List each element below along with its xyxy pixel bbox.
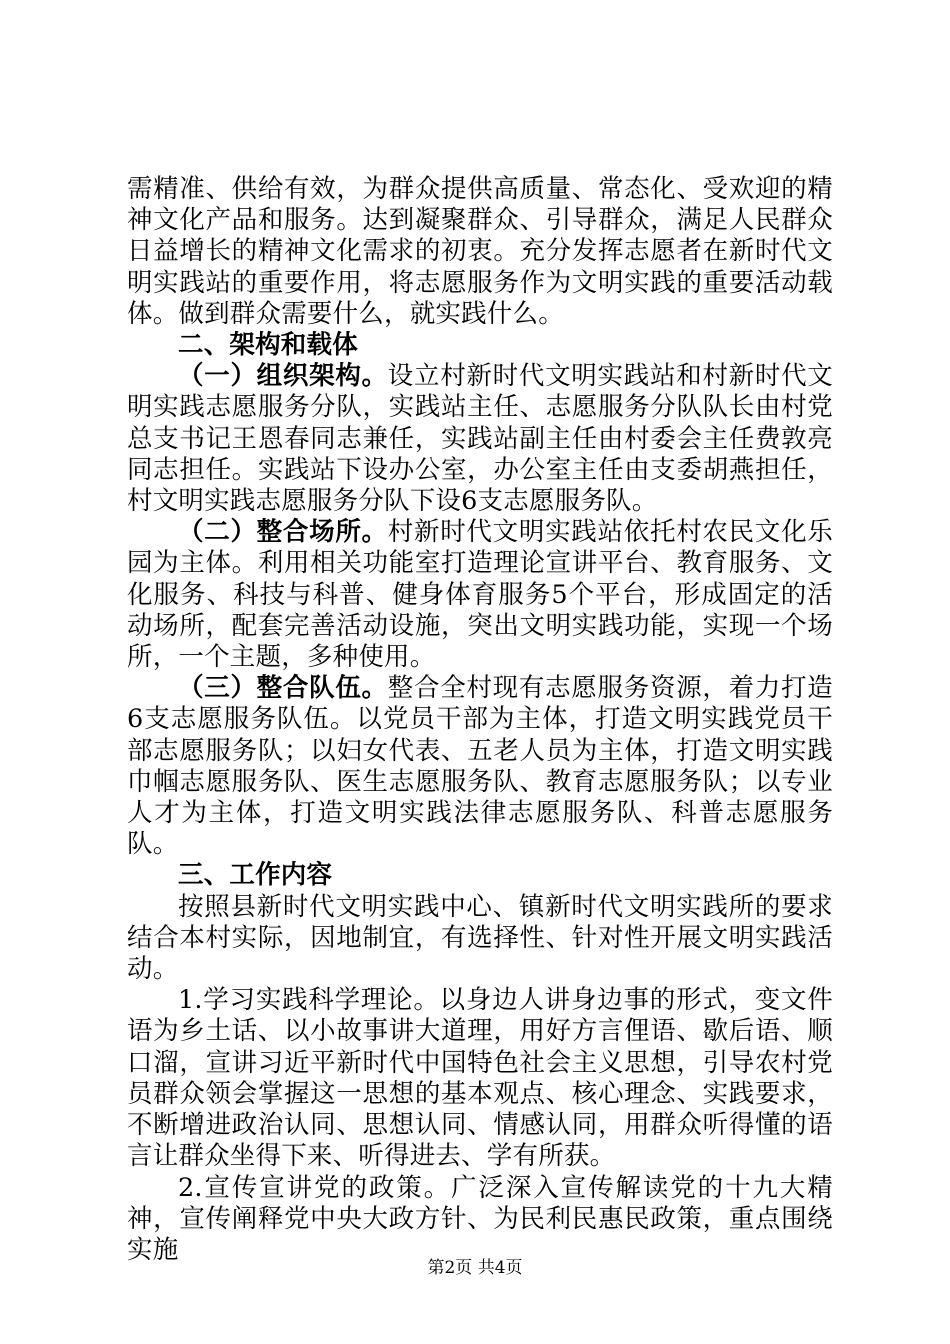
subsection-text-venue: 村新时代文明实践站依托村农民文化乐园为主体。利用相关功能室打造理论宣讲平台、教育服务、文化服务、科技与科普、健身体育服务5个平台，形成固定的活动场所，配套完善活动设施，突出文明实践功能，实现一个场所，一个主题，多种使用。 [127,517,833,673]
subsection-teams [127,673,833,860]
subsection-title-teams: （三）整合队伍。 [178,673,388,704]
paragraph-continuation: 需精准、供给有效，为群众提供高质量、常态化、受欢迎的精神文化产品和服务。达到凝聚群众、引导群众，满足人民群众日益增长的精神文化需求的初衷。充分发挥志愿者在新时代文明实践站的重要作用，将志愿服务作为文明实践的重要活动载体。做到群众需要什么，就实践什么。 [127,174,833,329]
section-heading-2: 二、架构和载体 [178,330,358,361]
subsection-organization [127,361,833,517]
subsection-venue [127,517,833,673]
subsection-title-venue: （二）整合场所。 [178,517,388,548]
list-item-2: 2.宣传宣讲党的政策。广泛深入宣传解读党的十九大精神，宣传阐释党中央大政方针、为民利民惠民政策，重点围绕实施 [127,1172,833,1265]
subsection-text-teams: 整合全村现有志愿服务资源，着力打造6支志愿服务队伍。以党员干部为主体，打造文明实践党员干部志愿服务队；以妇女代表、五老人员为主体，打造文明实践巾帼志愿服务队、医生志愿服务队、教育志愿服务队；以专业人才为主体，打造文明实践法律志愿服务队、科普志愿服务队。 [127,673,833,860]
document-body [127,174,833,1266]
subsection-text-organization: 设立村新时代文明实践站和村新时代文明实践志愿服务分队，实践站主任、志愿服务分队队长由村党总支书记王恩春同志兼任，实践站副主任由村委会主任费敦亮同志担任。实践站下设办公室，办公室主任由支委胡燕担任，村文明实践志愿服务分队下设6支志愿服务队。 [127,361,833,517]
section-heading-3: 三、工作内容 [178,860,333,891]
page-footer: 第2页 共4页 [427,1258,523,1278]
list-item-1: 1.学习实践科学理论。以身边人讲身边事的形式，变文件语为乡土话、以小故事讲大道理，用好方言俚语、歇后语、顺口溜，宣讲习近平新时代中国特色社会主义思想，引导农村党员群众领会掌握这一思想的基本观点、核心理念、实践要求，不断增进政治认同、思想认同、情感认同，用群众听得懂的语言让群众坐得下来、听得进去、学有所获。 [127,985,833,1172]
subsection-title-organization: （一）组织架构。 [178,361,388,392]
paragraph-intro: 按照县新时代文明实践中心、镇新时代文明实践所的要求结合本村实际，因地制宜，有选择性、针对性开展文明实践活动。 [127,891,833,985]
